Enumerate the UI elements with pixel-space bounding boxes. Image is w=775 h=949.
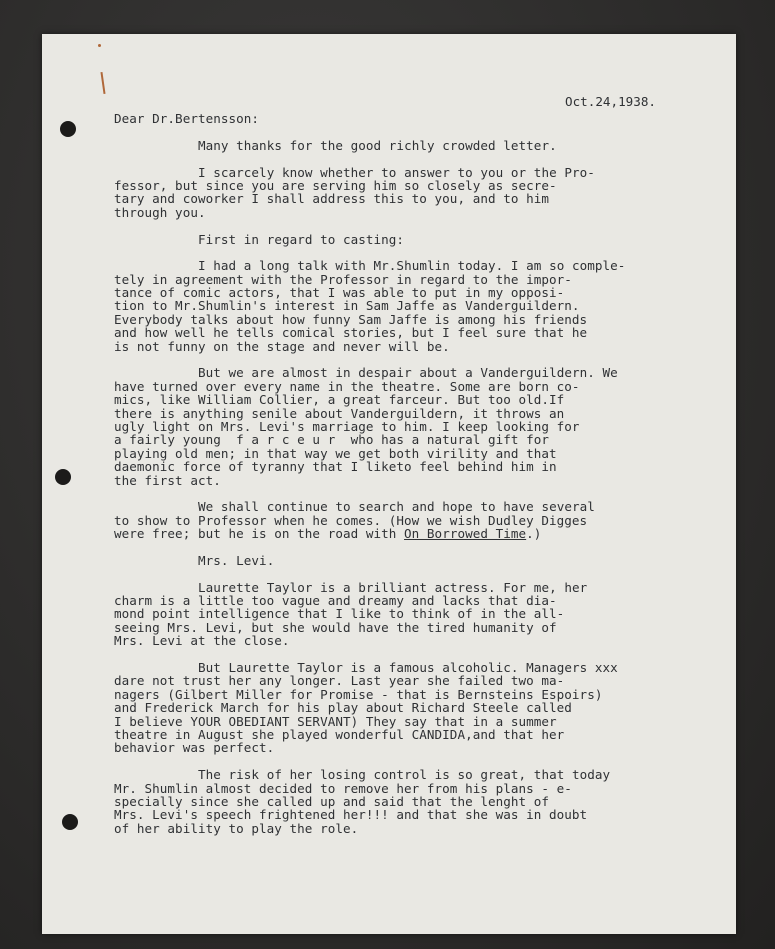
paragraph <box>114 768 674 835</box>
text-line: tion to Mr.Shumlin's interest in Sam Jaffe as Vanderguildern. <box>114 298 580 314</box>
text-line: mics, like William Collier, a great farceur. But too old.If <box>114 392 565 408</box>
punch-hole-bottom <box>62 814 78 830</box>
paragraph <box>114 233 674 246</box>
text-line: dare not trust her any longer. Last year she failed two ma- <box>114 673 565 689</box>
text-line: and how well he tells comical stories, but I feel sure that he <box>114 325 588 341</box>
text-line: playing old men; in that way we get both virility and that <box>114 445 557 461</box>
text-line: We shall continue to search and hope to have several <box>198 499 595 515</box>
text-line: Laurette Taylor is a brilliant actress. For me, her <box>198 579 588 595</box>
text-line: a fairly young f a r c e u r who has a natural gift for <box>114 432 550 448</box>
text-line: behavior was perfect. <box>114 740 275 756</box>
text-line: of her ability to play the role. <box>114 820 359 836</box>
text-line: is not funny on the stage and never will be. <box>114 338 450 354</box>
text-line: charm is a little too vague and dreamy and lacks that dia- <box>114 593 557 609</box>
text-line: ugly light on Mrs. Levi's marriage to him. I keep looking for <box>114 418 580 434</box>
paragraph <box>114 259 674 353</box>
text-line: specially since she called up and said that the lenght of <box>114 793 550 809</box>
punch-hole-middle <box>55 469 71 485</box>
text-line: First in regard to casting: <box>198 231 405 247</box>
text-line: Many thanks for the good richly crowded letter. <box>198 137 557 153</box>
text-line: tance of comic actors, that I was able to put in my opposi- <box>114 285 565 301</box>
text-line: fessor, but since you are serving him so closely as secre- <box>114 177 557 193</box>
text-line: and Frederick March for his play about Richard Steele called <box>114 700 572 716</box>
text-line: the first act. <box>114 472 221 488</box>
paragraph <box>114 166 674 220</box>
text-line: Mr. Shumlin almost decided to remove her from his plans - e- <box>114 780 572 796</box>
text-line: The risk of her losing control is so great, that today <box>198 767 611 783</box>
ink-mark <box>100 72 105 94</box>
text-line: seeing Mrs. Levi, but she would have the tired humanity of <box>114 619 557 635</box>
text-line: But Laurette Taylor is a famous alcoholic. Managers xxx <box>198 660 618 676</box>
paragraph <box>114 581 674 648</box>
salutation: Dear Dr.Bertensson: <box>114 111 260 126</box>
section-heading: Mrs. Levi. <box>198 552 275 568</box>
paragraph <box>114 139 674 152</box>
text-line: tary and coworker I shall address this to you, and to him <box>114 191 550 207</box>
text-line <box>114 527 674 540</box>
text-line: But we are almost in despair about a Vanderguildern. We <box>198 365 618 381</box>
text-segment: were free; but he is on the road with <box>114 526 405 542</box>
paragraph <box>114 366 674 487</box>
paragraph <box>114 661 674 755</box>
ink-dot <box>98 44 101 47</box>
text-line: mond point intelligence that I like to think of in the all- <box>114 606 565 622</box>
text-line: nagers (Gilbert Miller for Promise - that is Bernsteins Espoirs) <box>114 686 603 702</box>
paragraph <box>114 500 674 540</box>
text-line: I had a long talk with Mr.Shumlin today. I am so comple- <box>198 258 626 274</box>
text-segment: .) <box>526 526 542 542</box>
paragraph <box>114 554 674 567</box>
punch-hole-top <box>60 121 76 137</box>
text-line: I believe YOUR OBEDIANT SERVANT) They say that in a summer <box>114 713 557 729</box>
text-line: Mrs. Levi at the close. <box>114 633 290 649</box>
text-line: to show to Professor when he comes. (How we wish Dudley Digges <box>114 512 588 528</box>
letter-date: Oct.24,1938. <box>565 94 656 109</box>
text-line: theatre in August she played wonderful CANDIDA,and that her <box>114 726 565 742</box>
text-line: Everybody talks about how funny Sam Jaffe is among his friends <box>114 311 588 327</box>
text-line: tely in agreement with the Professor in regard to the impor- <box>114 271 572 287</box>
text-line: there is anything senile about Vanderguildern, it throws an <box>114 405 565 421</box>
text-line: have turned over every name in the theatre. Some are born co- <box>114 378 580 394</box>
text-line: through you. <box>114 204 206 220</box>
letter-body <box>114 90 674 835</box>
text-line: I scarcely know whether to answer to you or the Pro- <box>198 164 595 180</box>
text-line: daemonic force of tyranny that I liketo feel behind him in <box>114 459 557 475</box>
text-line: Mrs. Levi's speech frightened her!!! and that she was in doubt <box>114 807 588 823</box>
play-title: On Borrowed Time <box>404 526 527 542</box>
